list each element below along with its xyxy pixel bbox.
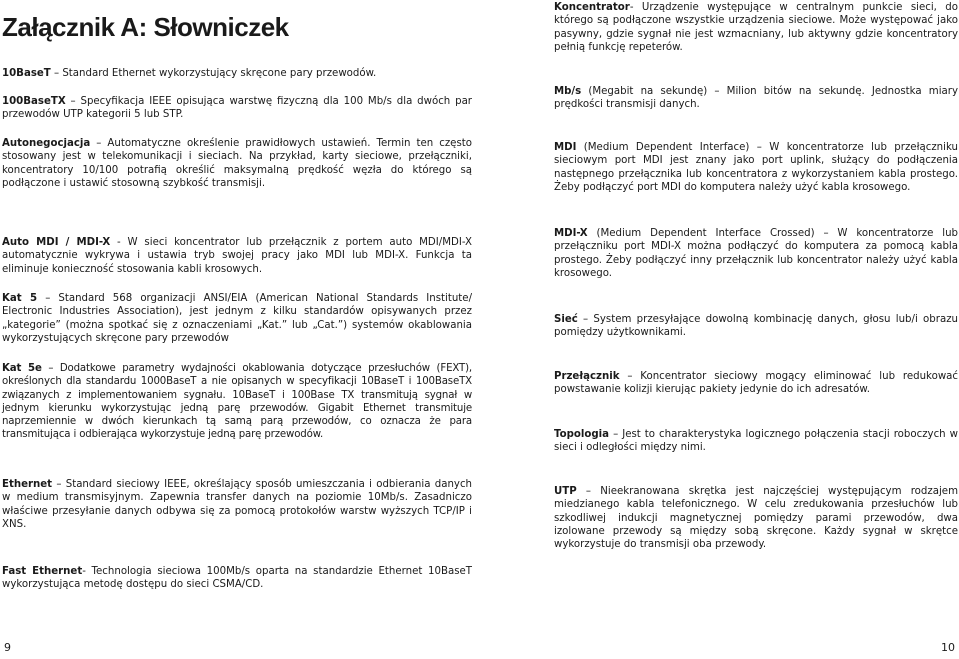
glossary-entry-siec	[554, 313, 958, 340]
entry-definition: – Specyfikacja IEEE opisująca warstwę fizyczną dla 100 Mb/s dla dwóch par przewodów UTP kategorii 5 lub STP.	[2, 96, 472, 121]
entry-definition: – Nieekranowana skrętka jest najczęściej występującym rodzajem miedzianego kabla telefonicznego. W celu zredukowania przesłuchów lub szkodliwej indukcji magnetycznej pomiędzy parami przewodów, dwa izolowane przewody są między sobą skręcone. Każdy sygnał w skrętce wykorzystuje do transmisji oba przewody.	[554, 486, 958, 551]
entry-term: MDI	[554, 142, 577, 153]
glossary-entry-utp	[554, 485, 958, 551]
page-number-left: 9	[4, 641, 11, 654]
entry-term: MDI-X	[554, 228, 588, 239]
entry-term: Autonegocjacja	[2, 138, 91, 149]
glossary-entry-mdi-x	[554, 227, 958, 280]
glossary-entry-koncentrator	[554, 1, 958, 54]
entry-term: Sieć	[554, 314, 578, 325]
entry-term: Mb/s	[554, 86, 582, 97]
entry-term: Auto MDI / MDI-X	[2, 237, 111, 248]
glossary-entry-autonegocjacja	[2, 137, 472, 190]
glossary-entry-mbps	[554, 85, 958, 112]
entry-definition: - Urządzenie występujące w centralnym punkcie sieci, do którego są podłączone wszystkie urządzenia sieciowe. Może występować jako pasywny, gdzie sygnał nie jest wzmacniany, lub aktywny gdzie koncentratory pełnią funkcję repeterów.	[554, 2, 958, 53]
entry-definition: (Medium Dependent Interface Crossed) – W koncentratorze lub przełączniku port MDI-X można podłączyć do komputera za pomocą kabla prostego. Żeby podłączyć inny przełącznik lub koncentrator należy użyć kabla krosowego.	[554, 228, 958, 279]
glossary-entry-kat5	[2, 292, 472, 345]
entry-term: Topologia	[554, 429, 610, 440]
glossary-entry-10baset	[2, 67, 472, 80]
entry-term: Przełącznik	[554, 371, 620, 382]
entry-definition: - W sieci koncentrator lub przełącznik z portem auto MDI/MDI-X automatycznie wykrywa i ustawia tryb swojej pracy jako MDI lub MDI-X. Funkcja ta eliminuje konieczność stosowania kabli krosowych.	[2, 237, 473, 275]
entry-term: Fast Ethernet	[2, 566, 83, 577]
glossary-entry-auto-mdi	[2, 236, 472, 276]
entry-definition: – Standard 568 organizacji ANSI/EIA (American National Standards Institute/ Electronic Industries Association), jest jednym z kilku standardów opisywanych przez „kategorie” (można spotkać się z oznaczeniami „Kat.” lub „Cat.”) systemów okablowania wykorzystujących skręcone pary przewodów	[2, 293, 472, 344]
entry-term: 10BaseT	[2, 68, 51, 79]
glossary-entry-100basetx	[2, 95, 472, 122]
entry-term: Ethernet	[2, 479, 53, 490]
entry-definition: – Standard sieciowy IEEE, określający sposób umieszczania i odbierania danych w medium transmisyjnym. Zapewnia transfer danych na poziomie 10Mb/s. Zasadniczo właściwe przesyłanie danych odbywa się za pomocą protokołów warstw wyższych TCP/IP i XNS.	[2, 479, 472, 530]
entry-term: UTP	[554, 486, 577, 497]
page-number-right: 10	[941, 641, 955, 654]
entry-definition: – Dodatkowe parametry wydajności okablowania dotyczące przesłuchów (FEXT), określonych dla standardu 1000BaseT a nie opisanych w specyfikacji 10BaseT i 100BaseTX związanych z implementowaniem sygnału. 10BaseT i 100Base TX transmitują sygnał w jednym kierunku wykorzystując jedną parę przewodów. Gigabit Ethernet transmituje naprzemiennie w dwóch kierunkach tą samą parą przewodów, co oznacza że para transmitująca i odbierająca wykorzystuje jedną parę przewodów.	[2, 363, 472, 441]
glossary-entry-ethernet	[2, 478, 472, 531]
entry-definition: – Automatyczne określenie prawidłowych ustawień. Termin ten często stosowany jest w telekomunikacji i sieciach. Na przykład, karty sieciowe, przełączniki, koncentratory 10/100 potrafią określić maksymalną prędkość węzła do którego są podłączone i ustawić stosowną szybkość transmisji.	[2, 138, 472, 189]
entry-definition: (Megabit na sekundę) – Milion bitów na sekundę. Jednostka miary prędkości transmisji danych.	[554, 86, 958, 111]
entry-definition: – Koncentrator sieciowy mogący eliminować lub redukować powstawanie kolizji kierując pakiety jedynie do ich adresatów.	[554, 371, 958, 396]
glossary-entry-fast-ethernet	[2, 565, 472, 592]
entry-term: Kat 5e	[2, 363, 42, 374]
entry-term: Koncentrator	[554, 2, 630, 13]
entry-definition: – Standard Ethernet wykorzystujący skręcone pary przewodów.	[50, 68, 377, 79]
glossary-entry-mdi	[554, 141, 958, 194]
entry-definition: – Jest to charakterystyka logicznego połączenia stacji roboczych w sieci i odległości między nimi.	[554, 429, 958, 454]
entry-definition: (Medium Dependent Interface) – W koncentratorze lub przełączniku sieciowym port MDI jest znany jako port uplink, służący do podłączenia następnego przełącznika lub koncentratora z wykorzystaniem kabla prostego. Żeby podłączyć port MDI do komputera należy użyć kabla krosowego.	[554, 142, 958, 193]
glossary-entry-kat5e	[2, 362, 472, 442]
glossary-entry-przelacznik	[554, 370, 958, 397]
entry-term: Kat 5	[2, 293, 38, 304]
entry-term: 100BaseTX	[2, 96, 66, 107]
entry-definition: - Technologia sieciowa 100Mb/s oparta na standardzie Ethernet 10BaseT wykorzystująca metodę dostępu do sieci CSMA/CD.	[2, 566, 473, 591]
entry-definition: – System przesyłające dowolną kombinację danych, głosu lub/i obrazu pomiędzy użytkownikami.	[554, 314, 958, 339]
glossary-entry-topologia	[554, 428, 958, 455]
page-title: Załącznik A: Słowniczek	[2, 12, 289, 42]
